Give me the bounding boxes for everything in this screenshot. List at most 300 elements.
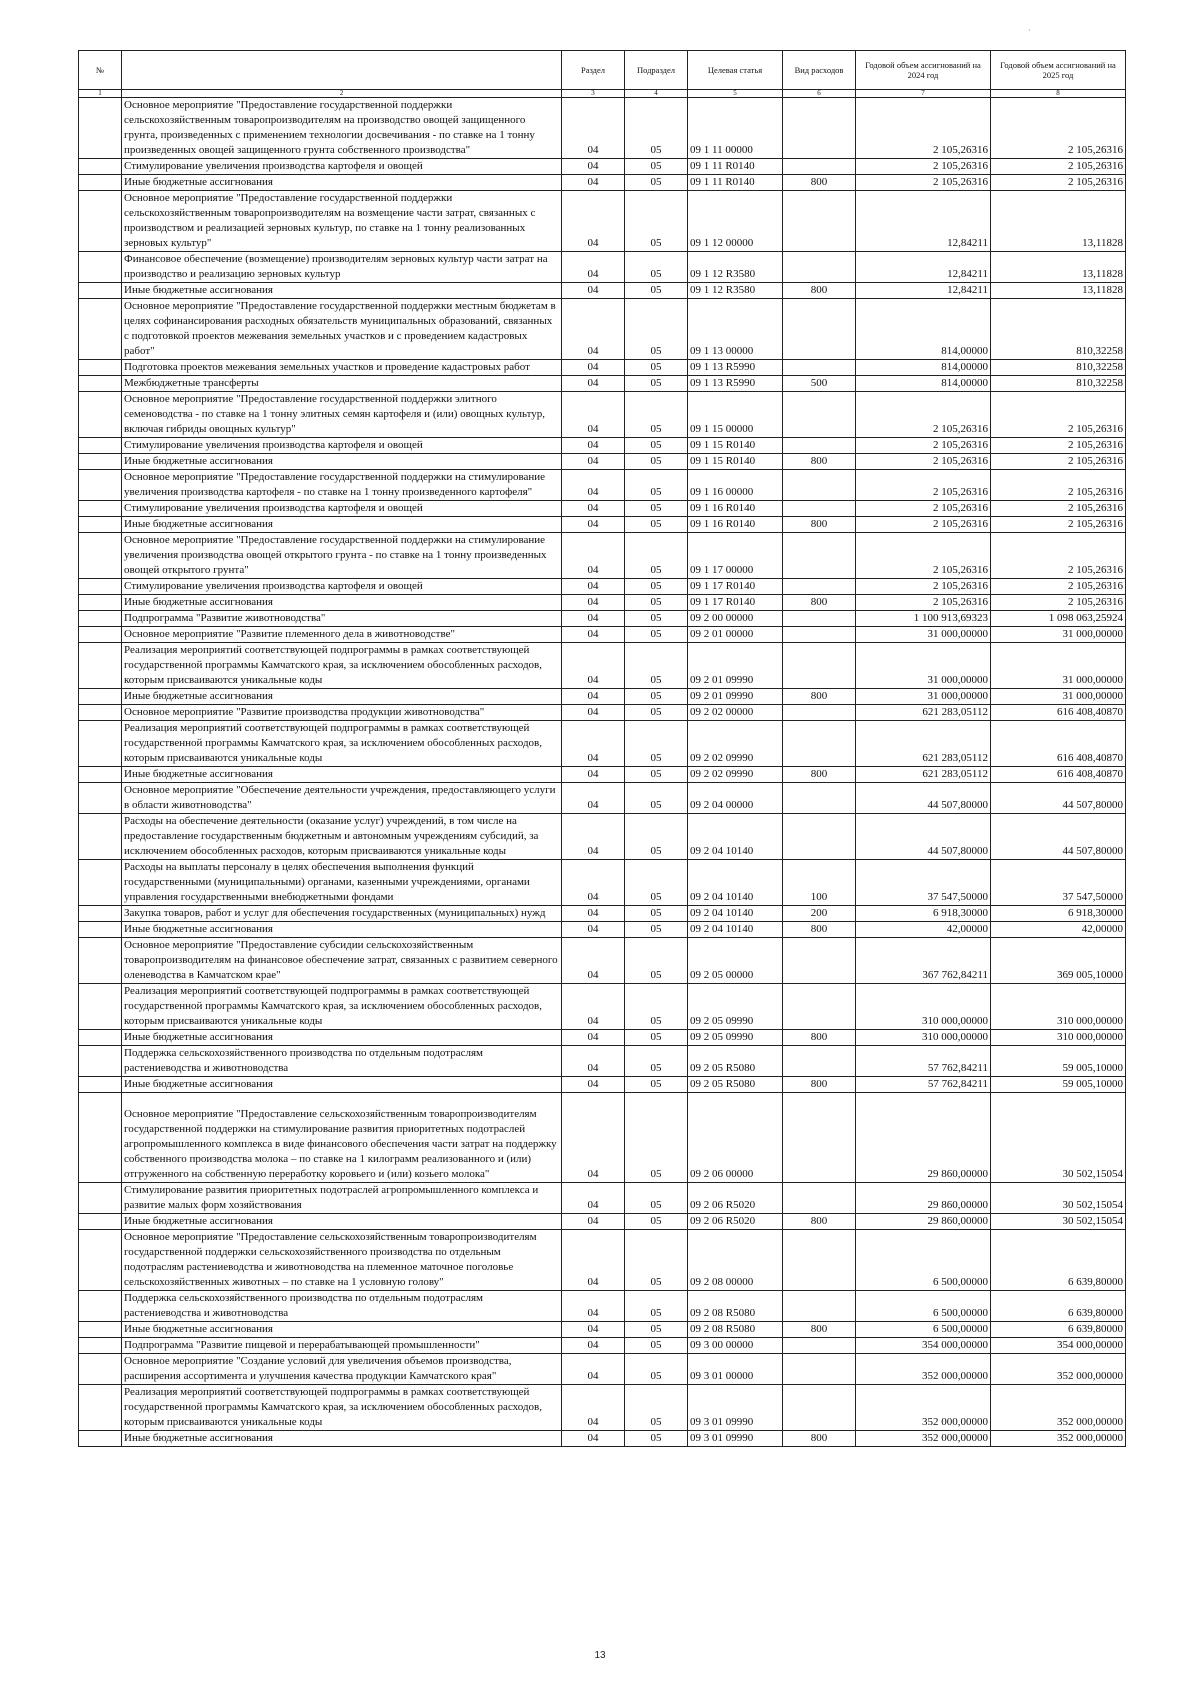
row-section-cell: 04 (562, 1183, 625, 1214)
header-kind: Вид расходов (783, 51, 856, 90)
row-kind-cell (783, 299, 856, 360)
row-name-cell: Основное мероприятие "Предоставление государственной поддержки на стимулирование увеличения производства овощей открытого грунта - по ставке на 1 тонну произведенных овощей открытого грунта" (122, 533, 562, 579)
row-sum-2025-cell: 616 408,40870 (991, 767, 1126, 783)
row-name-cell: Иные бюджетные ассигнования (122, 1030, 562, 1046)
column-number: 8 (991, 90, 1126, 98)
row-sum-2025-cell: 13,11828 (991, 252, 1126, 283)
row-target-cell: 09 1 17 00000 (688, 533, 783, 579)
row-kind-cell (783, 611, 856, 627)
row-number-cell (79, 252, 122, 283)
row-sum-2025-cell: 352 000,00000 (991, 1354, 1126, 1385)
table-row (79, 1093, 1126, 1183)
row-section-cell: 04 (562, 191, 625, 252)
row-section-cell: 04 (562, 1093, 625, 1183)
row-section-cell: 04 (562, 438, 625, 454)
row-target-cell: 09 1 11 R0140 (688, 175, 783, 191)
row-target-cell: 09 2 06 00000 (688, 1093, 783, 1183)
row-kind-cell (783, 643, 856, 689)
row-name-cell: Реализация мероприятий соответствующей подпрограммы в рамках соответствующей государственной программы Камчатского края, за исключением обособленных расходов, которым присваиваются уникальные коды (122, 721, 562, 767)
row-section-cell: 04 (562, 360, 625, 376)
row-target-cell: 09 2 08 00000 (688, 1230, 783, 1291)
row-target-cell: 09 2 05 R5080 (688, 1077, 783, 1093)
row-sum-2024-cell: 57 762,84211 (856, 1046, 991, 1077)
row-section-cell: 04 (562, 283, 625, 299)
row-name-cell: Подготовка проектов межевания земельных участков и проведение кадастровых работ (122, 360, 562, 376)
row-sum-2024-cell: 31 000,00000 (856, 627, 991, 643)
row-kind-cell (783, 814, 856, 860)
table-row (79, 252, 1126, 283)
column-number: 3 (562, 90, 625, 98)
row-target-cell: 09 1 13 R5990 (688, 376, 783, 392)
row-subsection-cell: 05 (625, 1291, 688, 1322)
row-number-cell (79, 1214, 122, 1230)
row-sum-2024-cell: 6 500,00000 (856, 1230, 991, 1291)
table-row (79, 283, 1126, 299)
row-target-cell: 09 3 00 00000 (688, 1338, 783, 1354)
row-section-cell: 04 (562, 860, 625, 906)
table-row (79, 1322, 1126, 1338)
row-subsection-cell: 05 (625, 1030, 688, 1046)
row-sum-2024-cell: 352 000,00000 (856, 1354, 991, 1385)
row-name-cell: Реализация мероприятий соответствующей подпрограммы в рамках соответствующей государственной программы Камчатского края, за исключением обособленных расходов, которым присваиваются уникальные коды (122, 1385, 562, 1431)
row-sum-2024-cell: 352 000,00000 (856, 1385, 991, 1431)
row-target-cell: 09 2 06 R5020 (688, 1214, 783, 1230)
row-sum-2024-cell: 2 105,26316 (856, 438, 991, 454)
row-sum-2025-cell: 31 000,00000 (991, 689, 1126, 705)
row-kind-cell (783, 533, 856, 579)
row-sum-2024-cell: 29 860,00000 (856, 1214, 991, 1230)
row-target-cell: 09 2 04 10140 (688, 814, 783, 860)
row-number-cell (79, 191, 122, 252)
row-number-cell (79, 1030, 122, 1046)
row-name-cell: Иные бюджетные ассигнования (122, 689, 562, 705)
row-number-cell (79, 860, 122, 906)
row-name-cell: Стимулирование увеличения производства картофеля и овощей (122, 159, 562, 175)
row-target-cell: 09 1 12 00000 (688, 191, 783, 252)
row-number-cell (79, 470, 122, 501)
row-sum-2025-cell: 2 105,26316 (991, 517, 1126, 533)
row-name-cell: Расходы на обеспечение деятельности (оказание услуг) учреждений, в том числе на предоставление государственным бюджетным и автономным учреждениям субсидий, за исключением обособленных расходов, которым присваиваются уникальные коды (122, 814, 562, 860)
row-kind-cell: 500 (783, 376, 856, 392)
header-section: Раздел (562, 51, 625, 90)
table-row (79, 595, 1126, 611)
row-sum-2025-cell: 2 105,26316 (991, 454, 1126, 470)
row-section-cell: 04 (562, 175, 625, 191)
row-name-cell: Стимулирование увеличения производства картофеля и овощей (122, 579, 562, 595)
row-number-cell (79, 175, 122, 191)
row-sum-2025-cell: 310 000,00000 (991, 984, 1126, 1030)
table-row (79, 783, 1126, 814)
row-name-cell: Расходы на выплаты персоналу в целях обеспечения выполнения функций государственными (муниципальными) органами, казенными учреждениями, органами управления государственными внебюджетными фондами (122, 860, 562, 906)
row-kind-cell: 200 (783, 906, 856, 922)
row-number-cell (79, 705, 122, 721)
row-kind-cell (783, 98, 856, 159)
row-target-cell: 09 2 02 09990 (688, 721, 783, 767)
row-target-cell: 09 2 08 R5080 (688, 1322, 783, 1338)
row-number-cell (79, 627, 122, 643)
row-section-cell: 04 (562, 922, 625, 938)
row-name-cell: Иные бюджетные ассигнования (122, 175, 562, 191)
table-row (79, 643, 1126, 689)
row-sum-2025-cell: 2 105,26316 (991, 470, 1126, 501)
row-subsection-cell: 05 (625, 252, 688, 283)
row-sum-2024-cell: 42,00000 (856, 922, 991, 938)
row-section-cell: 04 (562, 595, 625, 611)
row-subsection-cell: 05 (625, 283, 688, 299)
row-sum-2025-cell: 37 547,50000 (991, 860, 1126, 906)
row-sum-2025-cell: 30 502,15054 (991, 1093, 1126, 1183)
row-number-cell (79, 533, 122, 579)
row-subsection-cell: 05 (625, 1385, 688, 1431)
row-kind-cell: 800 (783, 454, 856, 470)
row-name-cell: Стимулирование увеличения производства картофеля и овощей (122, 438, 562, 454)
table-row (79, 922, 1126, 938)
table-row (79, 1183, 1126, 1214)
row-subsection-cell: 05 (625, 922, 688, 938)
row-subsection-cell: 05 (625, 454, 688, 470)
row-target-cell: 09 1 15 R0140 (688, 438, 783, 454)
column-number: 6 (783, 90, 856, 98)
header-name (122, 51, 562, 90)
row-section-cell: 04 (562, 643, 625, 689)
column-number: 5 (688, 90, 783, 98)
row-sum-2024-cell: 44 507,80000 (856, 814, 991, 860)
table-body (79, 98, 1126, 1447)
row-subsection-cell: 05 (625, 1354, 688, 1385)
header-sum-2025: Годовой объем ассигнований на 2025 год (991, 51, 1126, 90)
row-section-cell: 04 (562, 627, 625, 643)
row-kind-cell (783, 159, 856, 175)
row-kind-cell (783, 1046, 856, 1077)
table-row (79, 814, 1126, 860)
row-subsection-cell: 05 (625, 1214, 688, 1230)
row-target-cell: 09 2 02 00000 (688, 705, 783, 721)
table-row (79, 175, 1126, 191)
row-sum-2025-cell: 1 098 063,25924 (991, 611, 1126, 627)
row-sum-2024-cell: 29 860,00000 (856, 1183, 991, 1214)
row-name-cell: Финансовое обеспечение (возмещение) производителям зерновых культур части затрат на производство и реализацию зерновых культур (122, 252, 562, 283)
row-subsection-cell: 05 (625, 517, 688, 533)
row-subsection-cell: 05 (625, 938, 688, 984)
table-row (79, 191, 1126, 252)
table-row (79, 938, 1126, 984)
row-target-cell: 09 1 16 00000 (688, 470, 783, 501)
row-kind-cell: 100 (783, 860, 856, 906)
row-sum-2024-cell: 2 105,26316 (856, 533, 991, 579)
row-sum-2025-cell: 616 408,40870 (991, 721, 1126, 767)
row-sum-2025-cell: 2 105,26316 (991, 501, 1126, 517)
row-number-cell (79, 1291, 122, 1322)
row-subsection-cell: 05 (625, 627, 688, 643)
row-section-cell: 04 (562, 98, 625, 159)
row-subsection-cell: 05 (625, 98, 688, 159)
row-kind-cell (783, 1354, 856, 1385)
row-number-cell (79, 1354, 122, 1385)
row-target-cell: 09 1 15 R0140 (688, 454, 783, 470)
row-target-cell: 09 1 16 R0140 (688, 517, 783, 533)
row-subsection-cell: 05 (625, 860, 688, 906)
row-target-cell: 09 1 11 R0140 (688, 159, 783, 175)
row-target-cell: 09 2 05 09990 (688, 1030, 783, 1046)
row-target-cell: 09 3 01 09990 (688, 1431, 783, 1447)
row-kind-cell (783, 1385, 856, 1431)
row-kind-cell: 800 (783, 689, 856, 705)
row-name-cell: Основное мероприятие "Предоставление государственной поддержки сельскохозяйственным товаропроизводителям на производство овощей защищенного грунта, произведенных с применением технологии досвечивания - по ставке на 1 тонну произведенных овощей защищенного грунта собственного производства" (122, 98, 562, 159)
table-header (79, 51, 1126, 98)
row-sum-2025-cell: 30 502,15054 (991, 1183, 1126, 1214)
row-sum-2024-cell: 57 762,84211 (856, 1077, 991, 1093)
row-sum-2024-cell: 12,84211 (856, 191, 991, 252)
row-sum-2024-cell: 2 105,26316 (856, 579, 991, 595)
table-row (79, 1291, 1126, 1322)
row-target-cell: 09 1 13 R5990 (688, 360, 783, 376)
row-sum-2024-cell: 29 860,00000 (856, 1093, 991, 1183)
row-sum-2025-cell: 42,00000 (991, 922, 1126, 938)
row-target-cell: 09 1 11 00000 (688, 98, 783, 159)
row-sum-2025-cell: 2 105,26316 (991, 579, 1126, 595)
table-row (79, 705, 1126, 721)
row-kind-cell (783, 579, 856, 595)
row-sum-2025-cell: 2 105,26316 (991, 533, 1126, 579)
row-sum-2025-cell: 6 639,80000 (991, 1230, 1126, 1291)
row-sum-2024-cell: 310 000,00000 (856, 1030, 991, 1046)
table-row (79, 159, 1126, 175)
row-name-cell: Стимулирование развития приоритетных подотраслей агропромышленного комплекса и развитие малых форм хозяйствования (122, 1183, 562, 1214)
row-number-cell (79, 454, 122, 470)
row-sum-2025-cell: 44 507,80000 (991, 814, 1126, 860)
table-row (79, 1385, 1126, 1431)
row-name-cell: Реализация мероприятий соответствующей подпрограммы в рамках соответствующей государственной программы Камчатского края, за исключением обособленных расходов, которым присваиваются уникальные коды (122, 984, 562, 1030)
row-kind-cell (783, 392, 856, 438)
row-kind-cell (783, 191, 856, 252)
row-name-cell: Иные бюджетные ассигнования (122, 922, 562, 938)
table-row (79, 392, 1126, 438)
row-section-cell: 04 (562, 392, 625, 438)
row-number-cell (79, 299, 122, 360)
row-sum-2024-cell: 621 283,05112 (856, 705, 991, 721)
table-row (79, 689, 1126, 705)
row-subsection-cell: 05 (625, 501, 688, 517)
table-row (79, 533, 1126, 579)
row-number-cell (79, 159, 122, 175)
row-kind-cell (783, 1230, 856, 1291)
row-sum-2025-cell: 6 639,80000 (991, 1291, 1126, 1322)
row-section-cell: 04 (562, 814, 625, 860)
row-number-cell (79, 579, 122, 595)
row-number-cell (79, 611, 122, 627)
header-target: Целевая статья (688, 51, 783, 90)
row-kind-cell (783, 705, 856, 721)
row-sum-2025-cell: 354 000,00000 (991, 1338, 1126, 1354)
row-target-cell: 09 3 01 00000 (688, 1354, 783, 1385)
row-number-cell (79, 767, 122, 783)
row-number-cell (79, 501, 122, 517)
row-sum-2024-cell: 6 500,00000 (856, 1322, 991, 1338)
row-kind-cell (783, 438, 856, 454)
row-target-cell: 09 2 01 00000 (688, 627, 783, 643)
row-sum-2025-cell: 2 105,26316 (991, 175, 1126, 191)
row-number-cell (79, 98, 122, 159)
row-sum-2024-cell: 814,00000 (856, 360, 991, 376)
table-row (79, 906, 1126, 922)
row-subsection-cell: 05 (625, 595, 688, 611)
row-section-cell: 04 (562, 906, 625, 922)
row-target-cell: 09 1 12 R3580 (688, 252, 783, 283)
row-number-cell (79, 814, 122, 860)
table-row (79, 984, 1126, 1030)
row-name-cell: Основное мероприятие "Предоставление государственной поддержки сельскохозяйственным товаропроизводителям на возмещение части затрат, связанных с производством и реализацией зерновых культур, по ставке на 1 тонну реализованных зерновых культур" (122, 191, 562, 252)
row-kind-cell: 800 (783, 517, 856, 533)
column-number: 2 (122, 90, 562, 98)
row-sum-2024-cell: 12,84211 (856, 252, 991, 283)
row-sum-2025-cell: 310 000,00000 (991, 1030, 1126, 1046)
row-name-cell: Иные бюджетные ассигнования (122, 767, 562, 783)
row-number-cell (79, 783, 122, 814)
row-sum-2025-cell: 59 005,10000 (991, 1046, 1126, 1077)
row-sum-2025-cell: 30 502,15054 (991, 1214, 1126, 1230)
row-name-cell: Иные бюджетные ассигнования (122, 283, 562, 299)
row-section-cell: 04 (562, 1291, 625, 1322)
table-row (79, 299, 1126, 360)
row-kind-cell: 800 (783, 1322, 856, 1338)
row-sum-2024-cell: 6 500,00000 (856, 1291, 991, 1322)
table-row (79, 579, 1126, 595)
row-subsection-cell: 05 (625, 1093, 688, 1183)
row-name-cell: Поддержка сельскохозяйственного производства по отдельным подотраслям растениеводства и животноводства (122, 1046, 562, 1077)
row-subsection-cell: 05 (625, 1338, 688, 1354)
row-target-cell: 09 1 16 R0140 (688, 501, 783, 517)
row-subsection-cell: 05 (625, 159, 688, 175)
row-sum-2025-cell: 44 507,80000 (991, 783, 1126, 814)
row-subsection-cell: 05 (625, 470, 688, 501)
row-name-cell: Основное мероприятие "Предоставление сельскохозяйственным товаропроизводителям государственной поддержки сельскохозяйственного производства по отдельным подотраслям растениеводства и животноводства на племенное маточное поголовье сельскохозяйственных животных – по ставке на 1 условную голову" (122, 1230, 562, 1291)
row-number-cell (79, 1077, 122, 1093)
row-section-cell: 04 (562, 767, 625, 783)
row-sum-2025-cell: 810,32258 (991, 299, 1126, 360)
row-target-cell: 09 2 02 09990 (688, 767, 783, 783)
row-subsection-cell: 05 (625, 392, 688, 438)
row-sum-2024-cell: 2 105,26316 (856, 470, 991, 501)
row-number-cell (79, 689, 122, 705)
row-kind-cell (783, 938, 856, 984)
row-number-cell (79, 721, 122, 767)
table-row (79, 98, 1126, 159)
row-number-cell (79, 1431, 122, 1447)
row-sum-2025-cell: 59 005,10000 (991, 1077, 1126, 1093)
row-section-cell: 04 (562, 1338, 625, 1354)
table-row (79, 627, 1126, 643)
row-section-cell: 04 (562, 1431, 625, 1447)
row-kind-cell: 800 (783, 175, 856, 191)
column-number: 1 (79, 90, 122, 98)
row-number-cell (79, 906, 122, 922)
row-kind-cell (783, 984, 856, 1030)
row-target-cell: 09 1 15 00000 (688, 392, 783, 438)
row-name-cell: Иные бюджетные ассигнования (122, 454, 562, 470)
row-number-cell (79, 360, 122, 376)
row-kind-cell: 800 (783, 595, 856, 611)
row-sum-2024-cell: 367 762,84211 (856, 938, 991, 984)
row-subsection-cell: 05 (625, 191, 688, 252)
row-section-cell: 04 (562, 1354, 625, 1385)
row-sum-2025-cell: 6 918,30000 (991, 906, 1126, 922)
row-section-cell: 04 (562, 1385, 625, 1431)
row-kind-cell (783, 1093, 856, 1183)
table-row (79, 454, 1126, 470)
row-subsection-cell: 05 (625, 783, 688, 814)
table-row (79, 1338, 1126, 1354)
row-number-cell (79, 595, 122, 611)
row-sum-2025-cell: 2 105,26316 (991, 98, 1126, 159)
row-sum-2024-cell: 1 100 913,69323 (856, 611, 991, 627)
row-sum-2025-cell: 810,32258 (991, 360, 1126, 376)
row-subsection-cell: 05 (625, 1077, 688, 1093)
table-row (79, 1077, 1126, 1093)
table-row (79, 611, 1126, 627)
row-name-cell: Подпрограмма "Развитие пищевой и перерабатывающей промышленности" (122, 1338, 562, 1354)
row-target-cell: 09 1 12 R3580 (688, 283, 783, 299)
row-name-cell: Стимулирование увеличения производства картофеля и овощей (122, 501, 562, 517)
row-sum-2025-cell: 6 639,80000 (991, 1322, 1126, 1338)
row-target-cell: 09 2 01 09990 (688, 643, 783, 689)
row-kind-cell: 800 (783, 922, 856, 938)
row-section-cell: 04 (562, 517, 625, 533)
row-section-cell: 04 (562, 299, 625, 360)
row-number-cell (79, 1093, 122, 1183)
row-section-cell: 04 (562, 1214, 625, 1230)
table-row (79, 1230, 1126, 1291)
row-sum-2024-cell: 814,00000 (856, 376, 991, 392)
row-subsection-cell: 05 (625, 1230, 688, 1291)
header-number: № (79, 51, 122, 90)
row-number-cell (79, 1385, 122, 1431)
row-section-cell: 04 (562, 470, 625, 501)
row-sum-2024-cell: 37 547,50000 (856, 860, 991, 906)
row-number-cell (79, 517, 122, 533)
row-number-cell (79, 1338, 122, 1354)
row-sum-2025-cell: 2 105,26316 (991, 438, 1126, 454)
row-sum-2025-cell: 13,11828 (991, 283, 1126, 299)
row-name-cell: Основное мероприятие "Предоставление государственной поддержки местным бюджетам в целях софинансирования расходных обязательств муниципальных образований, связанных с подготовкой проектов межевания земельных участков и с проведением кадастровых работ" (122, 299, 562, 360)
row-sum-2024-cell: 621 283,05112 (856, 767, 991, 783)
row-target-cell: 09 2 04 10140 (688, 906, 783, 922)
row-kind-cell: 800 (783, 1030, 856, 1046)
row-kind-cell (783, 470, 856, 501)
row-subsection-cell: 05 (625, 611, 688, 627)
header-subsection: Подраздел (625, 51, 688, 90)
row-section-cell: 04 (562, 721, 625, 767)
row-target-cell: 09 2 01 09990 (688, 689, 783, 705)
row-section-cell: 04 (562, 1322, 625, 1338)
row-target-cell: 09 2 05 09990 (688, 984, 783, 1030)
row-name-cell: Основное мероприятие "Предоставление государственной поддержки на стимулирование увеличения производства картофеля - по ставке на 1 тонну произведенного картофеля" (122, 470, 562, 501)
row-sum-2024-cell: 2 105,26316 (856, 595, 991, 611)
column-number: 4 (625, 90, 688, 98)
row-subsection-cell: 05 (625, 360, 688, 376)
row-kind-cell: 800 (783, 767, 856, 783)
row-target-cell: 09 3 01 09990 (688, 1385, 783, 1431)
row-sum-2024-cell: 2 105,26316 (856, 517, 991, 533)
row-section-cell: 04 (562, 938, 625, 984)
row-section-cell: 04 (562, 611, 625, 627)
row-subsection-cell: 05 (625, 643, 688, 689)
row-target-cell: 09 2 04 10140 (688, 860, 783, 906)
scan-mark: · (1028, 26, 1031, 36)
table-row (79, 1046, 1126, 1077)
row-target-cell: 09 1 17 R0140 (688, 595, 783, 611)
row-section-cell: 04 (562, 1030, 625, 1046)
row-name-cell: Основное мероприятие "Развитие производства продукции животноводства" (122, 705, 562, 721)
